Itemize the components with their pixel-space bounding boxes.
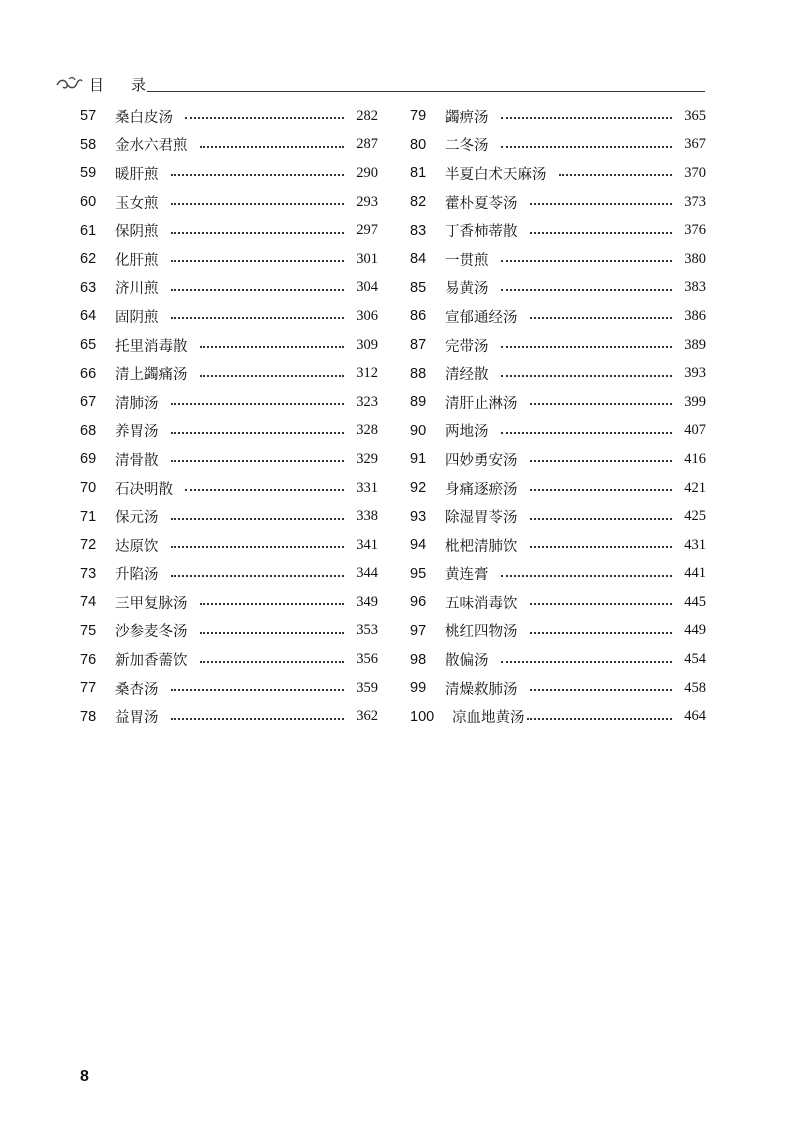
dot-leader (527, 718, 673, 720)
toc-entry-title: 升陷汤 (115, 567, 159, 584)
toc-entry (80, 531, 378, 560)
toc-entry-title: 托里消毒散 (115, 338, 188, 355)
dot-leader (501, 432, 673, 434)
toc-entry-number: 95 (410, 565, 427, 582)
dot-leader (171, 460, 345, 462)
toc-entry-title: 保元汤 (115, 510, 159, 527)
toc-entry-page: 329 (356, 450, 378, 467)
dot-leader (171, 403, 345, 405)
toc-entry-number: 71 (80, 508, 97, 525)
toc-entry-number: 67 (80, 394, 97, 411)
toc-entry-number: 96 (410, 594, 427, 611)
toc-entry-number: 58 (80, 136, 97, 153)
toc-entry (410, 274, 706, 303)
toc-entry (410, 588, 706, 617)
toc-entry-number: 82 (410, 194, 427, 211)
toc-title-char-1: 目 (89, 76, 105, 94)
toc-entry-page: 359 (356, 679, 378, 696)
toc-entry-page: 297 (356, 222, 378, 239)
toc-entry-page: 370 (684, 164, 706, 181)
dot-leader (171, 203, 345, 205)
toc-entry (80, 359, 378, 388)
toc-entry-number: 61 (80, 222, 97, 239)
toc-entry-title: 化肝煎 (115, 252, 159, 269)
toc-entry-title: 五味消毒饮 (445, 595, 518, 612)
dot-leader (501, 260, 673, 262)
toc-entry (80, 131, 378, 160)
dot-leader (530, 232, 673, 234)
toc-entry-page: 344 (356, 565, 378, 582)
dot-leader (200, 632, 345, 634)
toc-entry-page: 407 (684, 422, 706, 439)
toc-entry-page: 328 (356, 422, 378, 439)
toc-entry-number: 64 (80, 308, 97, 325)
toc-entry-title: 石决明散 (115, 481, 173, 498)
toc-entry-page: 376 (684, 222, 706, 239)
toc-entry-page: 416 (684, 450, 706, 467)
toc-entry-page: 367 (684, 136, 706, 153)
toc-entry-title: 四妙勇安汤 (445, 452, 518, 469)
toc-entry-title: 保阴煎 (115, 224, 159, 241)
toc-entry-page: 341 (356, 536, 378, 553)
toc-entry-page: 338 (356, 508, 378, 525)
toc-entry-page: 287 (356, 136, 378, 153)
toc-entry (410, 531, 706, 560)
toc-entry-number: 63 (80, 279, 97, 296)
toc-entry (410, 645, 706, 674)
toc-entry (80, 302, 378, 331)
toc-right-column (410, 102, 706, 731)
toc-entry-title: 益胃汤 (115, 710, 159, 727)
page-number: 8 (80, 1068, 89, 1085)
toc-entry (80, 674, 378, 703)
toc-entry (410, 245, 706, 274)
toc-entry (80, 388, 378, 417)
toc-entry-number: 92 (410, 480, 427, 497)
toc-entry-number: 60 (80, 194, 97, 211)
dot-leader (185, 489, 344, 491)
dot-leader (530, 403, 673, 405)
toc-entry-page: 362 (356, 708, 378, 725)
toc-entry-page: 393 (684, 365, 706, 382)
toc-entry-number: 72 (80, 537, 97, 554)
dot-leader (171, 575, 345, 577)
toc-entry-number: 66 (80, 365, 97, 382)
toc-entry-page: 349 (356, 593, 378, 610)
toc-entry-title: 凉血地黄汤 (452, 710, 525, 727)
dot-leader (530, 489, 673, 491)
toc-title-char-2: 录 (131, 76, 147, 94)
toc-entry-number: 57 (80, 108, 97, 125)
toc-entry-title: 丁香柿蒂散 (445, 224, 518, 241)
flourish-ornament-icon (55, 75, 83, 93)
toc-entry-title: 桑杏汤 (115, 681, 159, 698)
toc-entry-page: 441 (684, 565, 706, 582)
toc-entry-page: 399 (684, 393, 706, 410)
toc-entry-number: 91 (410, 451, 427, 468)
toc-entry-title: 二冬汤 (445, 138, 489, 155)
toc-entry-page: 323 (356, 393, 378, 410)
toc-entry-title: 清骨散 (115, 452, 159, 469)
toc-entry-title: 清燥救肺汤 (445, 681, 518, 698)
toc-entry-page: 458 (684, 679, 706, 696)
toc-entry-title: 散偏汤 (445, 653, 489, 670)
toc-entry-title: 新加香薷饮 (115, 653, 188, 670)
toc-entry-title: 宣郁通经汤 (445, 309, 518, 326)
toc-entry-title: 桃红四物汤 (445, 624, 518, 641)
toc-entry (80, 331, 378, 360)
toc-entry (80, 560, 378, 589)
toc-entry-number: 75 (80, 622, 97, 639)
toc-entry (410, 560, 706, 589)
dot-leader (171, 689, 345, 691)
dot-leader (530, 689, 673, 691)
toc-entry-number: 99 (410, 680, 427, 697)
toc-entry-number: 78 (80, 708, 97, 725)
toc-entry (80, 445, 378, 474)
toc-entry (410, 302, 706, 331)
toc-entry-page: 389 (684, 336, 706, 353)
toc-entry-title: 黄连膏 (445, 567, 489, 584)
toc-entry-page: 386 (684, 307, 706, 324)
toc-entry-page: 464 (684, 708, 706, 725)
toc-entry (410, 445, 706, 474)
toc-entry-page: 365 (684, 107, 706, 124)
toc-entry-page: 421 (684, 479, 706, 496)
dot-leader (530, 203, 673, 205)
dot-leader (171, 289, 345, 291)
toc-entry-page: 353 (356, 622, 378, 639)
toc-entry-title: 玉女煎 (115, 195, 159, 212)
toc-entry-number: 79 (410, 108, 427, 125)
toc-entry-page: 425 (684, 508, 706, 525)
toc-entry (410, 617, 706, 646)
toc-entry-page: 293 (356, 193, 378, 210)
toc-entry-number: 87 (410, 337, 427, 354)
toc-entry-page: 383 (684, 279, 706, 296)
toc-entry (410, 474, 706, 503)
dot-leader (171, 546, 345, 548)
dot-leader (501, 575, 673, 577)
toc-entry (80, 159, 378, 188)
toc-entry-number: 84 (410, 251, 427, 268)
toc-entry-number: 86 (410, 308, 427, 325)
toc-entry-number: 89 (410, 394, 427, 411)
toc-entry-title: 固阴煎 (115, 309, 159, 326)
toc-entry-page: 301 (356, 250, 378, 267)
toc-left-column (80, 102, 378, 731)
toc-entry-title: 济川煎 (115, 281, 159, 298)
dot-leader (530, 546, 673, 548)
dot-leader (171, 260, 345, 262)
toc-entry (410, 674, 706, 703)
toc-entry (410, 159, 706, 188)
toc-entry-number: 59 (80, 165, 97, 182)
toc-entry (80, 188, 378, 217)
dot-leader (171, 317, 345, 319)
toc-entry-number: 73 (80, 565, 97, 582)
toc-entry (410, 188, 706, 217)
toc-entry-number: 97 (410, 622, 427, 639)
toc-entry-title: 暖肝煎 (115, 166, 159, 183)
toc-entry-title: 桑白皮汤 (115, 109, 173, 126)
toc-entry-number: 65 (80, 337, 97, 354)
toc-entry-title: 清上蠲痛汤 (115, 367, 188, 384)
toc-entry-number: 100 (410, 708, 435, 725)
toc-entry-page: 373 (684, 193, 706, 210)
toc-entry-number: 76 (80, 651, 97, 668)
dot-leader (501, 289, 673, 291)
toc-entry-title: 藿朴夏苓汤 (445, 195, 518, 212)
toc-entry-title: 清肝止淋汤 (445, 395, 518, 412)
toc-entry-title: 两地汤 (445, 424, 489, 441)
toc-entry (80, 102, 378, 131)
dot-leader (200, 146, 345, 148)
dot-leader (200, 375, 345, 377)
toc-entry-title: 身痛逐瘀汤 (445, 481, 518, 498)
toc-entry-page: 304 (356, 279, 378, 296)
toc-entry-number: 90 (410, 422, 427, 439)
dot-leader (501, 375, 673, 377)
dot-leader (501, 346, 673, 348)
dot-leader (200, 603, 345, 605)
dot-leader (171, 518, 345, 520)
dot-leader (200, 661, 345, 663)
toc-entry-title: 金水六君煎 (115, 138, 188, 155)
toc-entry-number: 62 (80, 251, 97, 268)
toc-entry (80, 502, 378, 531)
toc-entry-page: 306 (356, 307, 378, 324)
dot-leader (501, 661, 673, 663)
dot-leader (200, 346, 345, 348)
dot-leader (530, 460, 673, 462)
toc-entry (410, 388, 706, 417)
dot-leader (171, 232, 345, 234)
toc-entry-number: 80 (410, 136, 427, 153)
toc-entry-title: 蠲痹汤 (445, 109, 489, 126)
dot-leader (501, 117, 673, 119)
toc-entry-number: 69 (80, 451, 97, 468)
toc-entry-page: 449 (684, 622, 706, 639)
dot-leader (171, 718, 345, 720)
toc-entry (80, 617, 378, 646)
toc-entry (410, 417, 706, 446)
toc-entry (410, 131, 706, 160)
toc-entry-page: 312 (356, 365, 378, 382)
toc-entry (410, 702, 706, 731)
toc-entry-page: 356 (356, 651, 378, 668)
toc-entry (410, 502, 706, 531)
dot-leader (530, 603, 673, 605)
dot-leader (530, 317, 673, 319)
dot-leader (559, 174, 673, 176)
toc-entry-number: 68 (80, 422, 97, 439)
toc-entry-page: 290 (356, 164, 378, 181)
toc-entry (80, 417, 378, 446)
toc-entry (410, 331, 706, 360)
toc-entry-number: 77 (80, 680, 97, 697)
toc-entry (410, 359, 706, 388)
toc-entry-title: 清经散 (445, 367, 489, 384)
header-rule (147, 91, 705, 92)
toc-entry (80, 474, 378, 503)
toc-entry-number: 85 (410, 279, 427, 296)
toc-entry-page: 282 (356, 107, 378, 124)
toc-entry-number: 74 (80, 594, 97, 611)
toc-entry (80, 274, 378, 303)
toc-entry (80, 245, 378, 274)
toc-entry (80, 645, 378, 674)
toc-entry-number: 81 (410, 165, 427, 182)
toc-entry-page: 431 (684, 536, 706, 553)
toc-entry-page: 454 (684, 651, 706, 668)
dot-leader (185, 117, 344, 119)
toc-entry-page: 331 (356, 479, 378, 496)
toc-entry-title: 完带汤 (445, 338, 489, 355)
toc-entry-page: 380 (684, 250, 706, 267)
toc-entry-title: 易黄汤 (445, 281, 489, 298)
toc-entry-title: 一贯煎 (445, 252, 489, 269)
toc-header (55, 74, 705, 96)
dot-leader (171, 174, 345, 176)
toc-entry-page: 445 (684, 593, 706, 610)
toc-entry-number: 94 (410, 537, 427, 554)
toc-entry-title: 半夏白术天麻汤 (445, 166, 547, 183)
toc-entry-title: 枇杷清肺饮 (445, 538, 518, 555)
dot-leader (530, 632, 673, 634)
toc-entry-number: 93 (410, 508, 427, 525)
toc-entry-title: 三甲复脉汤 (115, 595, 188, 612)
toc-entry (80, 216, 378, 245)
dot-leader (501, 146, 673, 148)
toc-entry-title: 除湿胃苓汤 (445, 510, 518, 527)
toc-entry-number: 88 (410, 365, 427, 382)
dot-leader (530, 518, 673, 520)
toc-entry-title: 养胃汤 (115, 424, 159, 441)
toc-entry-page: 309 (356, 336, 378, 353)
toc-entry-number: 83 (410, 222, 427, 239)
toc-entry-number: 98 (410, 651, 427, 668)
toc-entry (410, 102, 706, 131)
dot-leader (171, 432, 345, 434)
toc-entry-title: 清肺汤 (115, 395, 159, 412)
toc-entry (80, 702, 378, 731)
toc-entry (80, 588, 378, 617)
toc-entry (410, 216, 706, 245)
toc-entry-title: 沙参麦冬汤 (115, 624, 188, 641)
toc-entry-title: 达原饮 (115, 538, 159, 555)
toc-entry-number: 70 (80, 480, 97, 497)
